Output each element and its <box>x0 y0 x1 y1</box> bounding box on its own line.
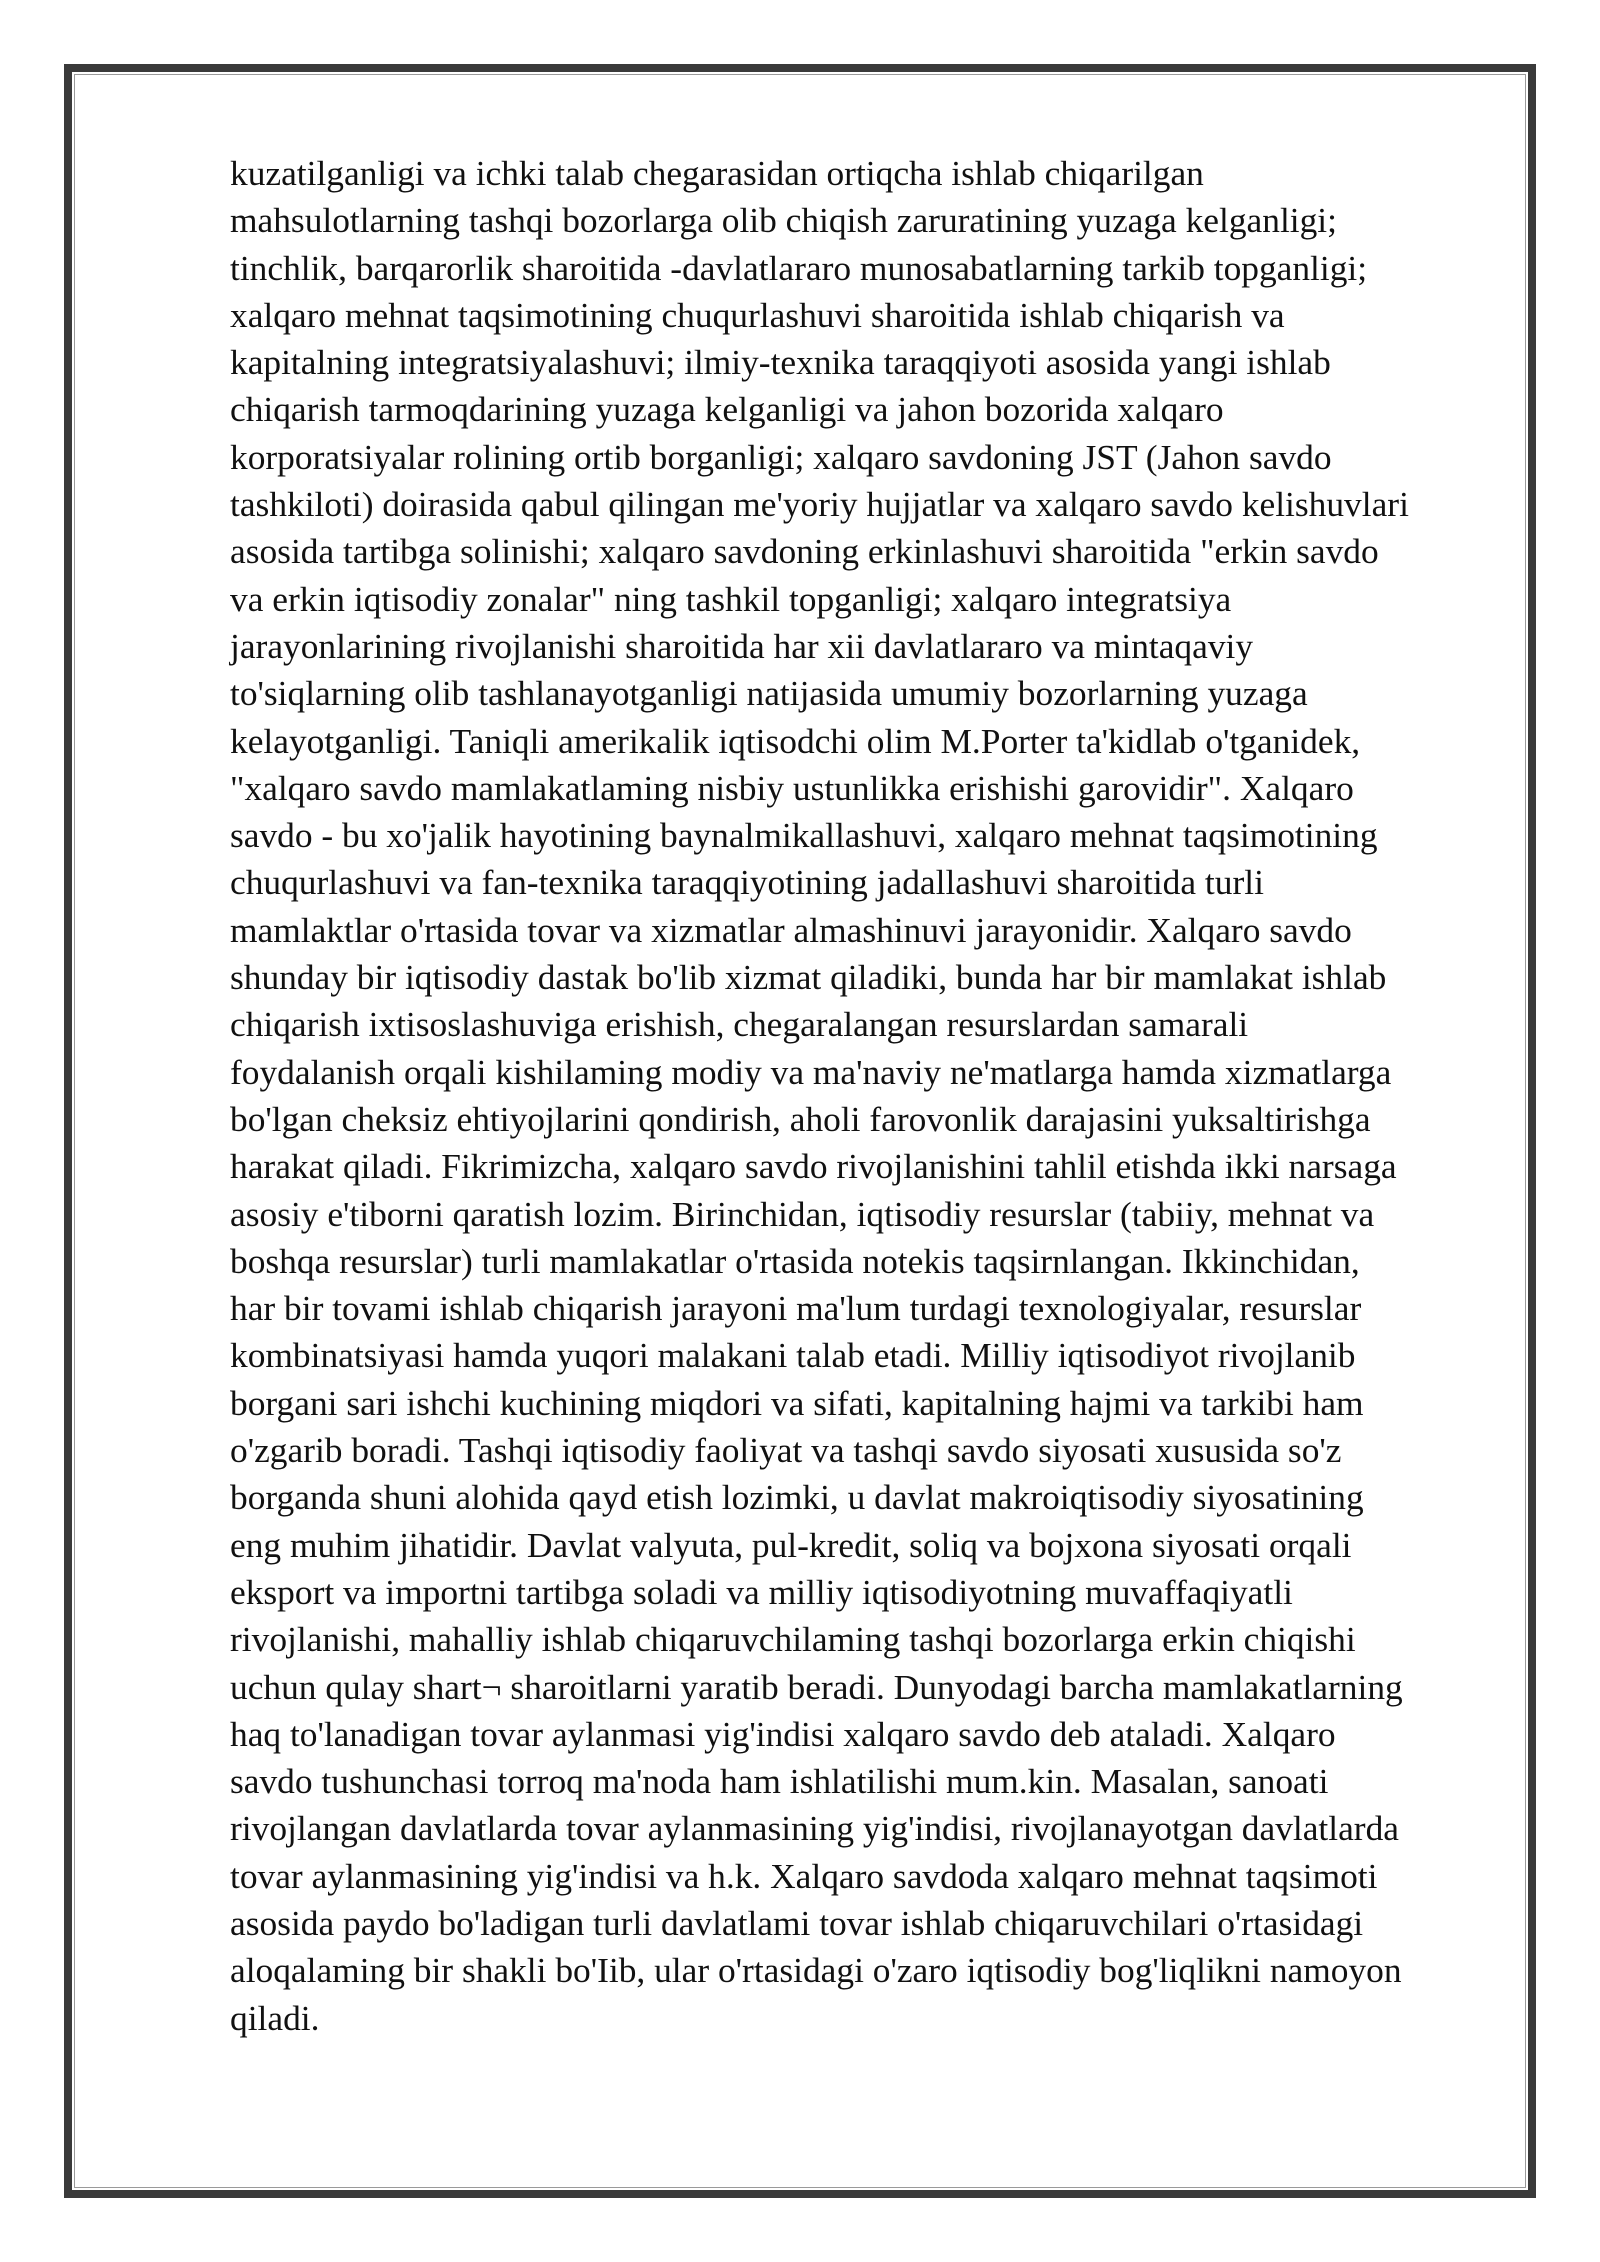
body-paragraph: kuzatilganligi va ichki talab chegarasidan ortiqcha ishlab chiqarilgan mahsulotlarning tashqi bozorlarga olib chiqish zaruratining yuzaga kelganligi; tinchlik, barqarorlik sharoitida -davlatlararo munosabatlarning tarkib topganligi; xalqaro mehnat taqsimotining chuqurlashuvi sharoitida ishlab chiqarish va kapitalning integratsiyalashuvi; ilmiy-texnika taraqqiyoti asosida yangi ishlab chiqarish tarmoqdarining yuzaga kelganligi va jahon bozorida xalqaro korporatsiyalar rolining ortib borganligi; xalqaro savdoning JST (Jahon savdo tashkiloti) doirasida qabul qilingan me'yoriy hujjatlar va xalqaro savdo kelishuvlari asosida tartibga solinishi; xalqaro savdoning erkinlashuvi sharoitida "erkin savdo va erkin iqtisodiy zonalar" ning tashkil topganligi; xalqaro integratsiya jarayonlarining rivojlanishi sharoitida har xii davlatlararo va mintaqaviy to'siqlarning olib tashlanayotganligi natijasida umumiy bozorlarning yuzaga kelayotganligi. Taniqli amerikalik iqtisodchi olim M.Porter ta'kidlab o'tganidek, "xalqaro savdo mamlakatlaming nisbiy ustunlikka erishishi garovidir". Xalqaro savdo - bu xo'jalik hayotining baynalmikallashuvi, xalqaro mehnat taqsimotining chuqurlashuvi va fan-texnika taraqqiyotining jadallashuvi sharoitida turli mamlaktlar o'rtasida tovar va xizmatlar almashinuvi jarayonidir. Xalqaro savdo shunday bir iqtisodiy dastak bo'lib xizmat qiladiki, bunda har bir mamlakat ishlab chiqarish ixtisoslashuviga erishish, chegaralangan resurslardan samarali foydalanish orqali kishilaming modiy va ma'naviy ne'matlarga hamda xizmatlarga bo'lgan cheksiz ehtiyojlarini qondirish, aholi farovonlik darajasini yuksaltirishga harakat qiladi. Fikrimizcha, xalqaro savdo rivojlanishini tahlil etishda ikki narsaga asosiy e'tiborni qaratish lozim. Birinchidan, iqtisodiy resurslar (tabiiy, mehnat va boshqa resurslar) turli mamlakatlar o'rtasida notekis taqsirnlangan. Ikkinchidan, har bir tovami ishlab chiqarish jarayoni ma'lum turdagi texnologiyalar, resurslar kombinatsiyasi hamda yuqori malakani talab etadi. Milliy iqtisodiyot rivojlanib borgani sari ishchi kuchining miqdori va sifati, kapitalning hajmi va tarkibi ham o'zgarib boradi. Tashqi iqtisodiy faoliyat va tashqi savdo siyosati xususida so'z borganda shuni alohida qayd etish lozimki, u davlat makroiqtisodiy siyosatining eng muhim jihatidir. Davlat valyuta, pul-kredit, soliq va bojxona siyosati orqali eksport va importni tartibga soladi va milliy iqtisodiyotning muvaffaqiyatli rivojlanishi, mahalliy ishlab chiqaruvchilaming tashqi bozorlarga erkin chiqishi uchun qulay shart¬ sharoitlarni yaratib beradi. Dunyodagi barcha mamlakatlarning haq to'lanadigan tovar aylanmasi yig'indisi xalqaro savdo deb ataladi. Xalqaro savdo tushunchasi torroq ma'noda ham ishlatilishi mum.kin. Masalan, sanoati rivojlangan davlatlarda tovar aylanmasining yig'indisi, rivojlanayotgan davlatlarda tovar aylanmasining yig'indisi va h.k. Xalqaro savdoda xalqaro mehnat taqsimoti asosida paydo bo'ladigan turli davlatlami tovar ishlab chiqaruvchilari o'rtasidagi aloqalaming bir shakli bo'Iib, ular o'rtasidagi o'zaro iqtisodiy bog'liqlikni namoyon qiladi. <box>230 153 1409 2038</box>
